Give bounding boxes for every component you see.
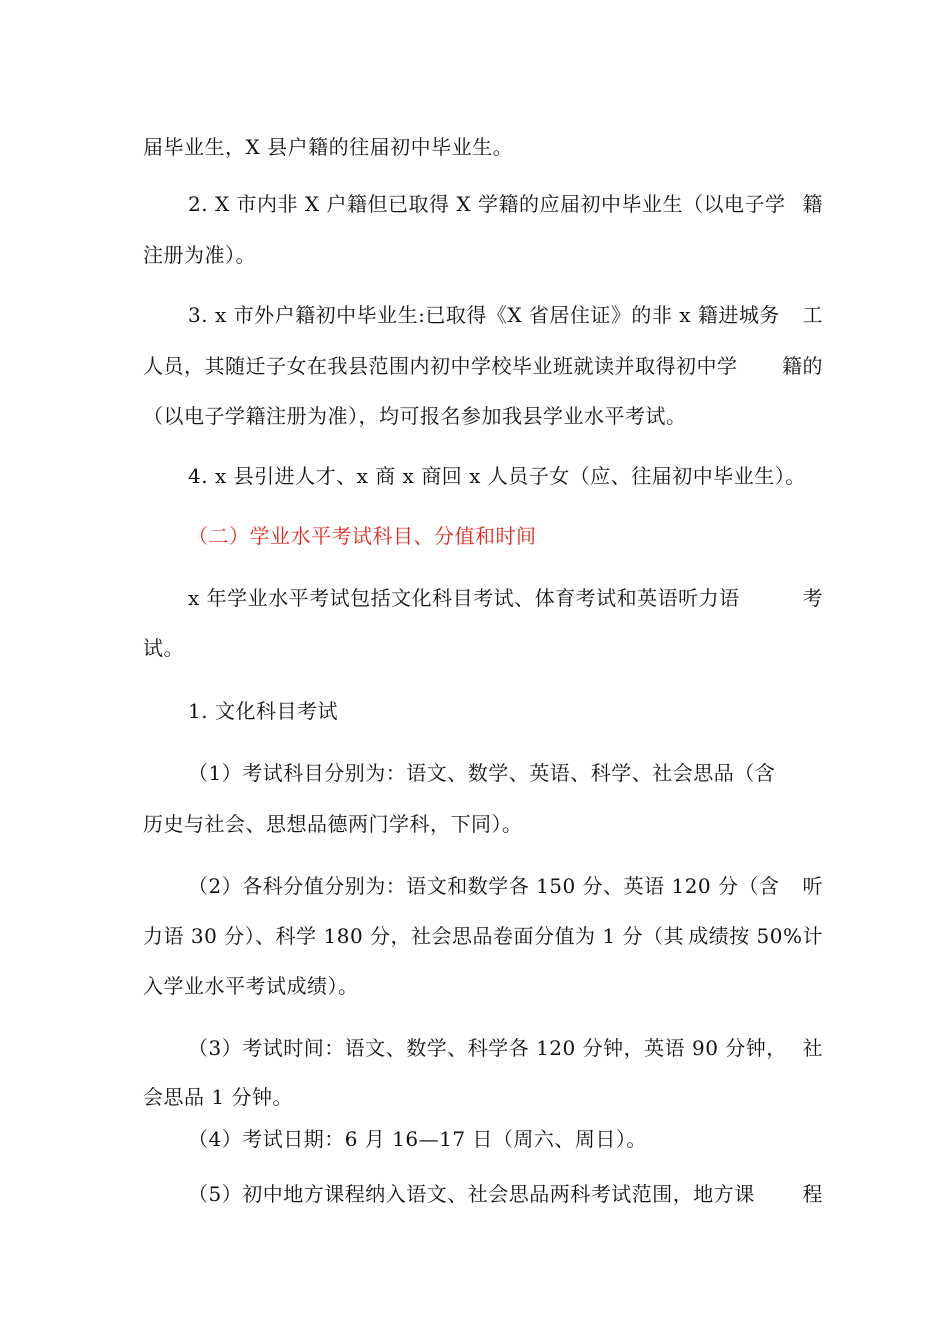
paragraph-line: （3）考试时间：语文、数学、科学各 120 分钟，英语 90 分钟， 社: [188, 1036, 823, 1060]
paragraph-line: x 年学业水平考试包括文化科目考试、体育考试和英语听力语 考: [188, 586, 823, 610]
paragraph-line: 人员，其随迁子女在我县范围内初中学校毕业班就读并取得初中学 籍的: [143, 354, 823, 378]
paragraph-line: 2. X 市内非 X 户籍但已取得 X 学籍的应届初中毕业生（以电子学 籍: [188, 192, 823, 216]
paragraph-line: 会思品 1 分钟。: [143, 1085, 293, 1109]
paragraph-line: （1）考试科目分别为：语文、数学、英语、科学、社会思品（含: [188, 761, 776, 785]
paragraph-line: （2）各科分值分别为：语文和数学各 150 分、英语 120 分（含 听: [188, 874, 823, 898]
paragraph-line: 4. x 县引进人才、x 商 x 商回 x 人员子女（应、往届初中毕业生）。: [188, 464, 806, 488]
paragraph-line: 试。: [143, 636, 184, 660]
subsection-heading: 1. 文化科目考试: [188, 699, 338, 723]
paragraph-line: 届毕业生，X 县户籍的往届初中毕业生。: [143, 135, 514, 159]
paragraph-line: （5）初中地方课程纳入语文、社会思品两科考试范围，地方课 程: [188, 1182, 823, 1206]
paragraph-line: （以电子学籍注册为准），均可报名参加我县学业水平考试。: [143, 404, 687, 428]
paragraph-line: 注册为准）。: [143, 243, 256, 267]
paragraph-line: 力语 30 分）、科学 180 分，社会思品卷面分值为 1 分（其 成绩按 50%计: [143, 924, 823, 948]
paragraph-line: （4）考试日期：6 月 16—17 日（周六、周日）。: [188, 1127, 647, 1151]
paragraph-line: 历史与社会、思想品德两门学科，下同）。: [143, 812, 523, 836]
paragraph-line: 3. x 市外户籍初中毕业生:已取得《X 省居住证》的非 x 籍进城务 工: [188, 303, 823, 327]
paragraph-line: 入学业水平考试成绩）。: [143, 974, 359, 998]
section-heading: （二）学业水平考试科目、分值和时间: [188, 524, 537, 548]
